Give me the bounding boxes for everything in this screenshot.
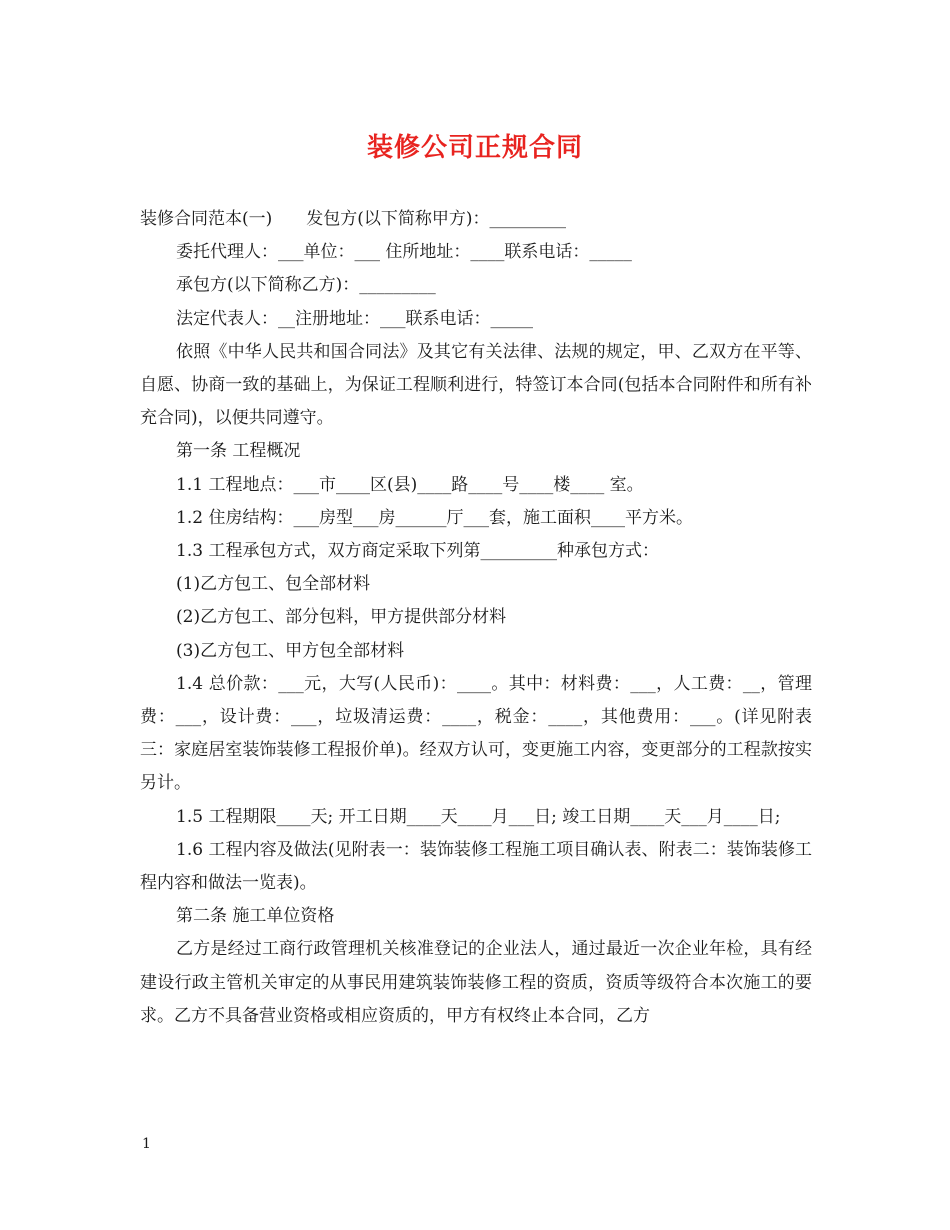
- clause-1-1: 1.1 工程地点：___市____区(县)____路____号____楼____ 室。: [176, 474, 644, 495]
- contract-body: [140, 203, 812, 1033]
- section-heading-2: 第二条 施工单位资格: [176, 906, 335, 927]
- section-heading-1: 第一条 工程概况: [176, 441, 301, 462]
- document-title: 装修公司正规合同: [366, 133, 583, 163]
- paragraph-agent: 委托代理人：___单位：___ 住所地址：____联系电话：_____: [176, 242, 632, 263]
- paragraph-contractor: 承包方(以下简称乙方)：_________: [176, 275, 436, 296]
- clause-1-3: 1.3 工程承包方式，双方商定采取下列第_________种承包方式：: [176, 541, 659, 562]
- clause-1-4: 1.4 总价款：___元，大写(人民币)：____。其中：材料费：___，人工费：__，管理费：___，设计费：___，垃圾清运费：____，税金：____，其他费用：___。(详见附表三：家庭居室装饰装修工程报价单)。经双方认可，变更施工内容，变更部分的工程款按实另计。: [140, 673, 812, 794]
- clause-1-5: 1.5 工程期限____天; 开工日期____天____月___日; 竣工日期____天___月____日;: [176, 806, 781, 827]
- page-number: 1: [142, 1136, 151, 1152]
- option-2: (2)乙方包工、部分包料，甲方提供部分材料: [176, 607, 507, 628]
- paragraph-preamble: 依照《中华人民共和国合同法》及其它有关法律、法规的规定，甲、乙双方在平等、自愿、协商一致的基础上，为保证工程顺利进行，特签订本合同(包括本合同附件和所有补充合同)，以便共同遵守。: [140, 341, 812, 429]
- option-1: (1)乙方包工、包全部材料: [176, 574, 371, 595]
- clause-2-body: 乙方是经过工商行政管理机关核准登记的企业法人，通过最近一次企业年检，具有经建设行政主管机关审定的从事民用建筑装饰装修工程的资质，资质等级符合本次施工的要求。乙方不具备营业资格或相应资质的，甲方有权终止本合同，乙方: [140, 939, 812, 1026]
- option-3: (3)乙方包工、甲方包全部材料: [176, 640, 405, 661]
- clause-1-6: 1.6 工程内容及做法(见附表一：装饰装修工程施工项目确认表、附表二：装饰装修工程内容和做法一览表)。: [140, 839, 812, 894]
- clause-1-2: 1.2 住房结构：___房型___房______厅___套，施工面积____平方米。: [176, 507, 693, 528]
- paragraph-legal-rep: 法定代表人：__注册地址：___联系电话：_____: [176, 308, 533, 329]
- paragraph-header-issuer: 装修合同范本(一) 发包方(以下简称甲方)：_________: [140, 209, 567, 229]
